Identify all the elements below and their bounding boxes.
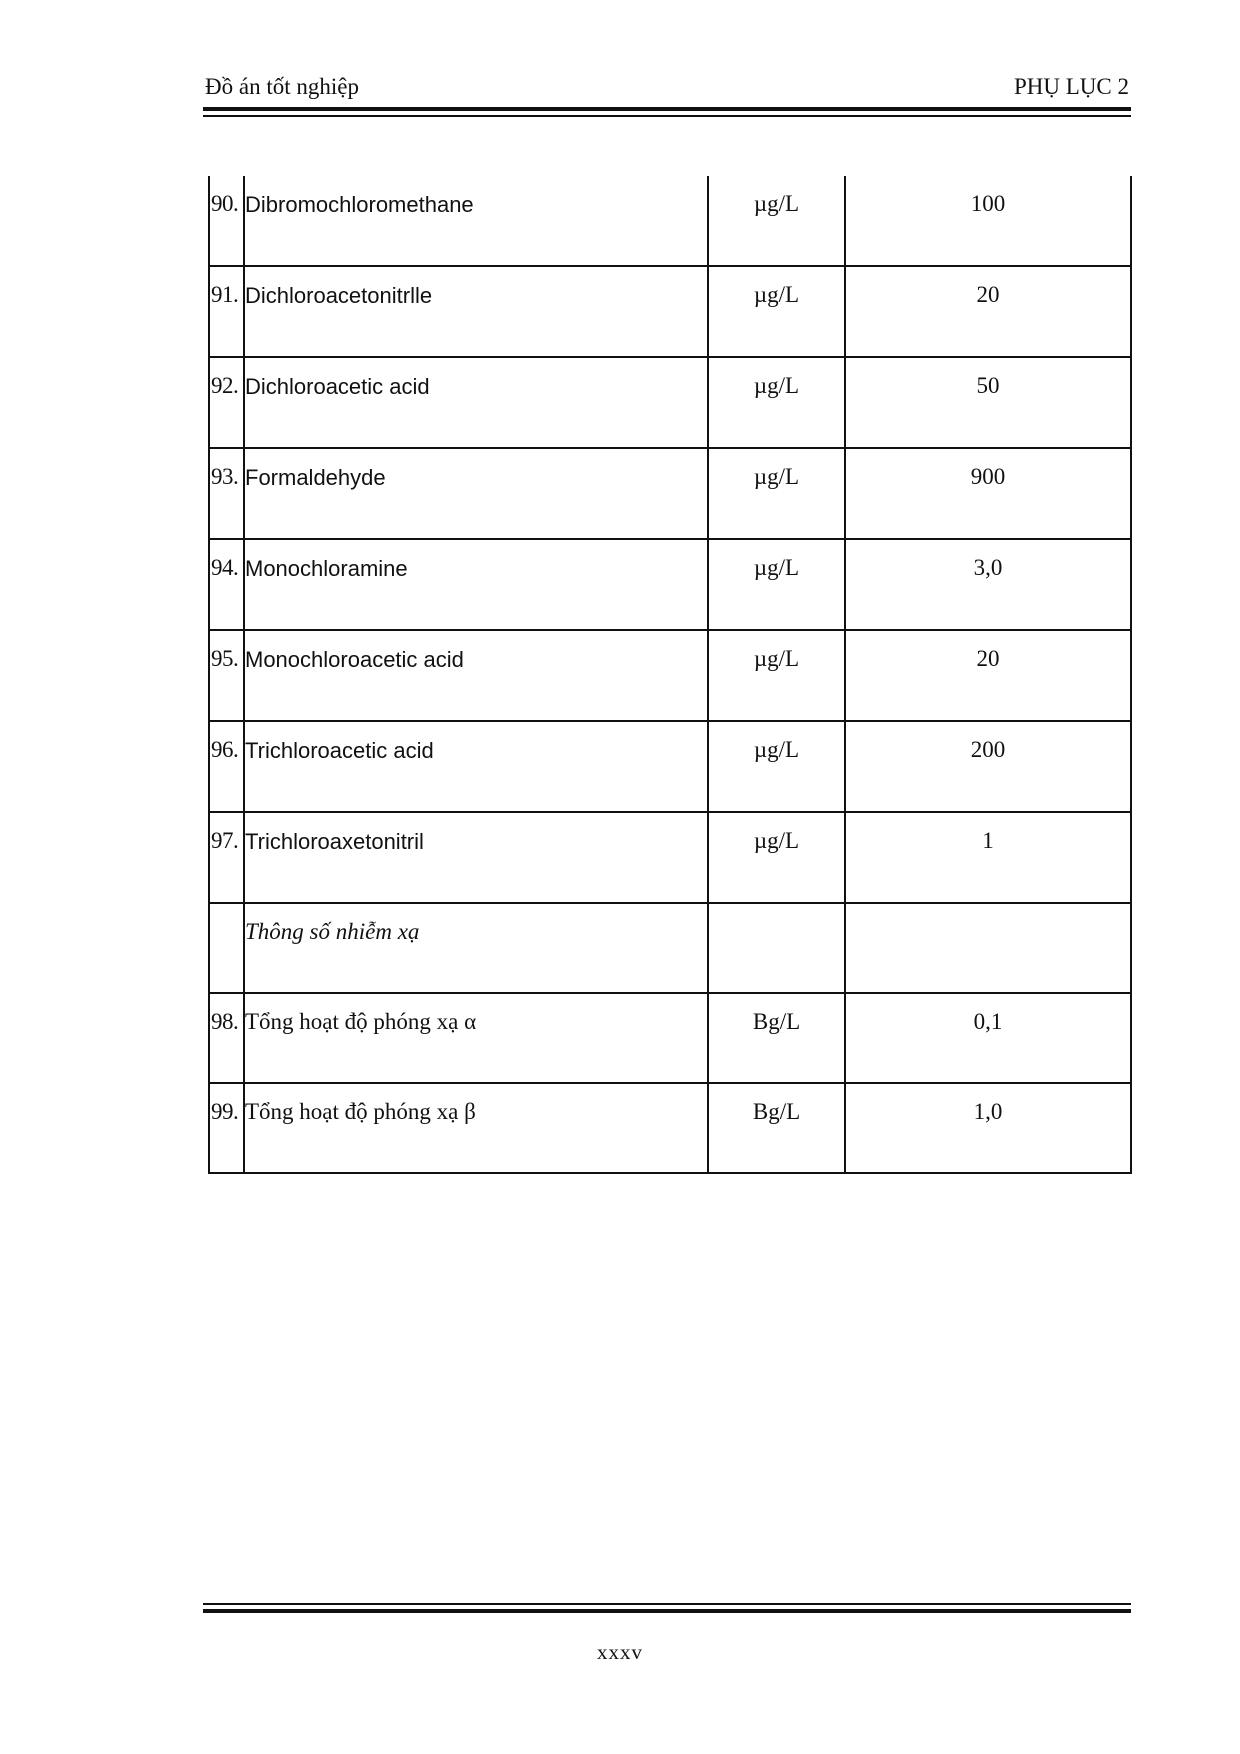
parameter-limit: 20 bbox=[845, 630, 1131, 721]
row-number: 97. bbox=[209, 812, 244, 903]
parameter-name: Tổng hoạt độ phóng xạ α bbox=[244, 993, 708, 1083]
table-row bbox=[209, 266, 1131, 357]
parameter-limit: 3,0 bbox=[845, 539, 1131, 630]
parameter-limit: 100 bbox=[845, 176, 1131, 266]
header-section-title: PHỤ LỤC 2 bbox=[1013, 74, 1129, 99]
parameter-name: Monochloramine bbox=[244, 539, 708, 630]
table-row bbox=[209, 448, 1131, 539]
parameter-name: Dichloroacetic acid bbox=[244, 357, 708, 448]
parameter-unit-empty bbox=[708, 903, 845, 993]
parameter-unit: µg/L bbox=[708, 448, 845, 539]
footer-rule-thin bbox=[203, 1603, 1131, 1605]
parameter-name: Dibromochloromethane bbox=[244, 176, 708, 266]
footer-rule-thick bbox=[203, 1609, 1131, 1613]
row-number: 93. bbox=[209, 448, 244, 539]
table-row bbox=[209, 721, 1131, 812]
parameter-unit: µg/L bbox=[708, 539, 845, 630]
parameter-unit: µg/L bbox=[708, 176, 845, 266]
row-number: 94. bbox=[209, 539, 244, 630]
parameter-name: Dichloroacetonitrlle bbox=[244, 266, 708, 357]
row-number: 99. bbox=[209, 1083, 244, 1173]
row-number: 90. bbox=[209, 176, 244, 266]
row-number-empty bbox=[209, 903, 244, 993]
parameter-name: Trichloroacetic acid bbox=[244, 721, 708, 812]
parameter-name: Formaldehyde bbox=[244, 448, 708, 539]
header-rule-thick bbox=[203, 107, 1131, 111]
row-number: 95. bbox=[209, 630, 244, 721]
parameter-limit: 50 bbox=[845, 357, 1131, 448]
parameter-limit: 900 bbox=[845, 448, 1131, 539]
row-number: 91. bbox=[209, 266, 244, 357]
parameter-unit: µg/L bbox=[708, 630, 845, 721]
table-row bbox=[209, 993, 1131, 1083]
parameter-unit: Bg/L bbox=[708, 1083, 845, 1173]
row-number: 96. bbox=[209, 721, 244, 812]
parameter-unit: µg/L bbox=[708, 266, 845, 357]
row-number: 98. bbox=[209, 993, 244, 1083]
table-row bbox=[209, 539, 1131, 630]
row-number: 92. bbox=[209, 357, 244, 448]
parameter-name: Tổng hoạt độ phóng xạ β bbox=[244, 1083, 708, 1173]
parameter-unit: µg/L bbox=[708, 721, 845, 812]
page-number: xxxv bbox=[597, 1640, 643, 1664]
parameter-limit: 1 bbox=[845, 812, 1131, 903]
parameter-limit: 0,1 bbox=[845, 993, 1131, 1083]
parameter-limit-empty bbox=[845, 903, 1131, 993]
parameter-table-container bbox=[208, 176, 1131, 1174]
parameter-limit: 20 bbox=[845, 266, 1131, 357]
parameter-unit: Bg/L bbox=[708, 993, 845, 1083]
table-row bbox=[209, 812, 1131, 903]
parameter-unit: µg/L bbox=[708, 357, 845, 448]
table-row bbox=[209, 1083, 1131, 1173]
page-header bbox=[205, 74, 1129, 110]
parameter-limit: 200 bbox=[845, 721, 1131, 812]
table-row bbox=[209, 357, 1131, 448]
header-rule-thin bbox=[203, 115, 1131, 117]
header-document-title: Đồ án tốt nghiệp bbox=[205, 74, 359, 99]
table-row bbox=[209, 176, 1131, 266]
parameter-unit: µg/L bbox=[708, 812, 845, 903]
table-row bbox=[209, 630, 1131, 721]
section-header-row bbox=[209, 903, 1131, 993]
parameter-table bbox=[208, 176, 1132, 1174]
parameter-name: Trichloroaxetonitril bbox=[244, 812, 708, 903]
section-title: Thông số nhiễm xạ bbox=[244, 903, 708, 993]
parameter-name: Monochloroacetic acid bbox=[244, 630, 708, 721]
parameter-limit: 1,0 bbox=[845, 1083, 1131, 1173]
